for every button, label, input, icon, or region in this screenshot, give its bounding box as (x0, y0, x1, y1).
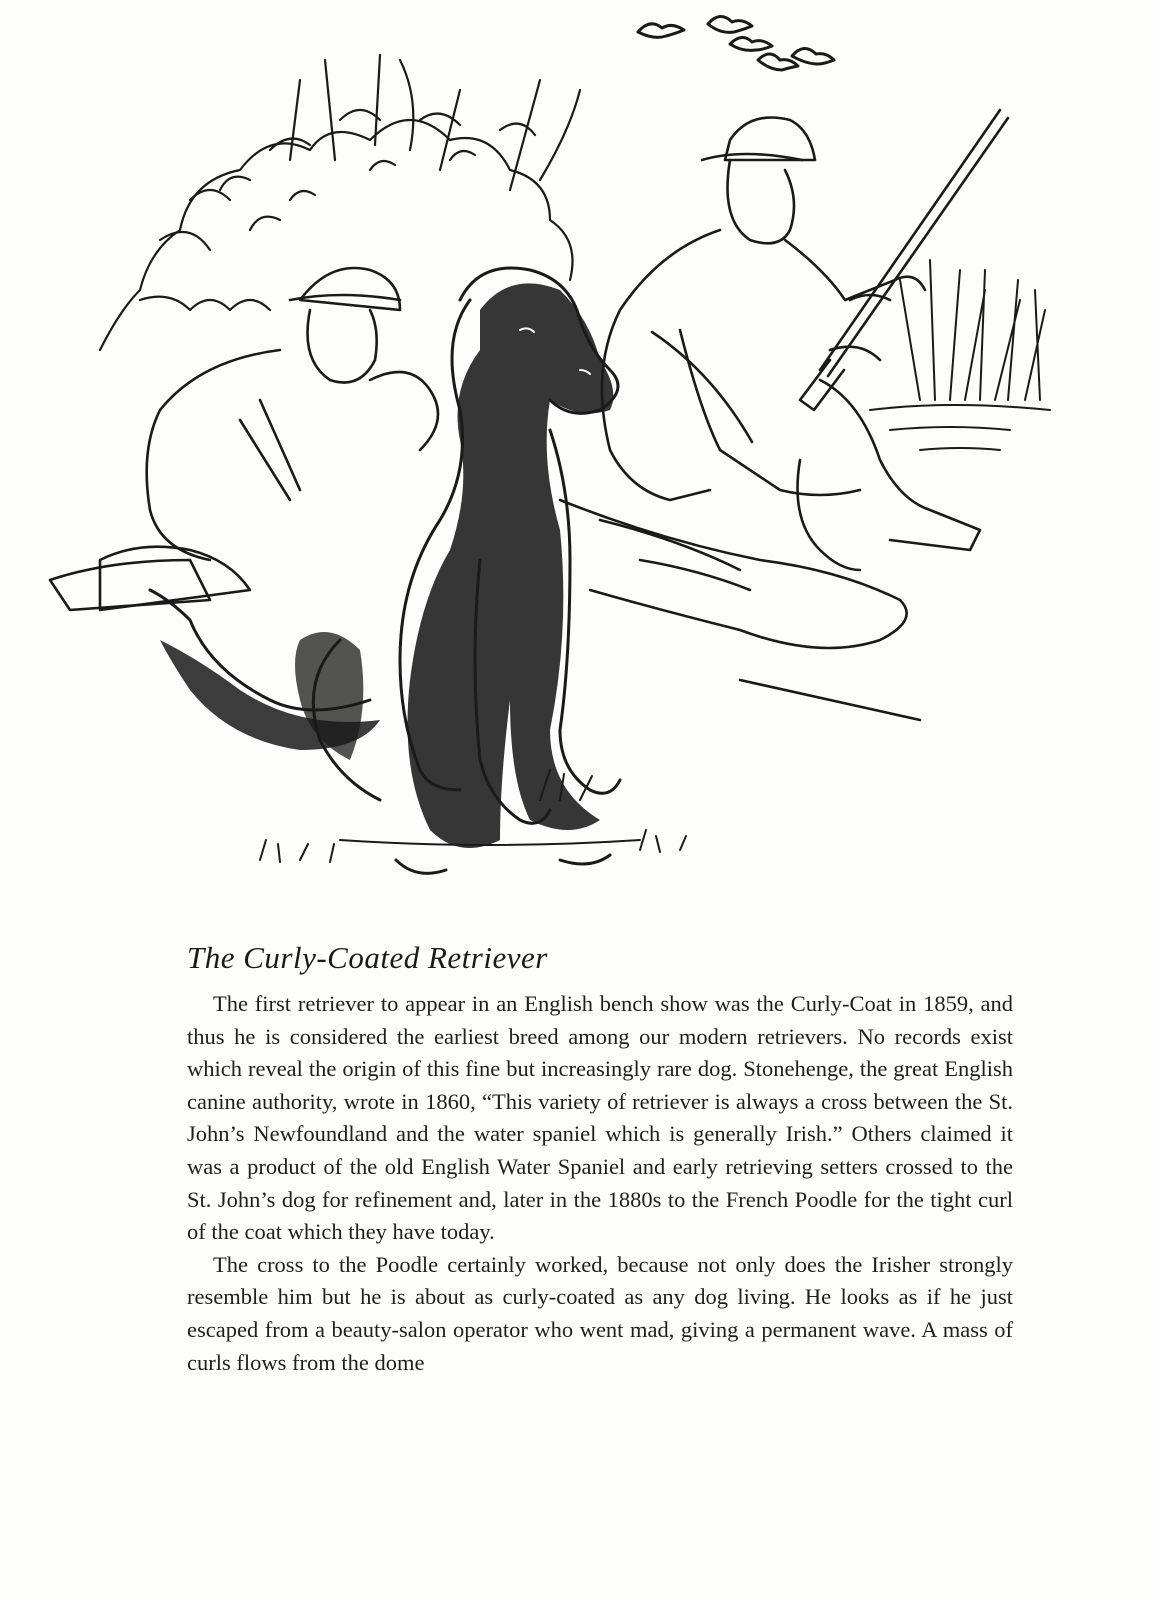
illustration-drawing (40, 0, 1080, 910)
article (187, 940, 1013, 1379)
article-title: The Curly-Coated Retriever (187, 940, 548, 975)
article-paragraph-1: The first retriever to appear in an English bench show was the Curly-Coat in 1859, and thus he is considered the earliest breed among our modern retrievers. No records exist which reveal the origin of this fine but increasingly rare dog. Stonehenge, the great English canine authority, wrote in 1860, “This variety of retriever is always a cross between the St. John’s Newfoundland and the water spaniel which is generally Irish.” Others claimed it was a product of the old English Water Spaniel and early retrieving setters crossed to the St. John’s dog for refinement and, later in the 1880s to the French Poodle for the tight curl of the coat which they have today. (187, 991, 1013, 1245)
retriever-hunting-illustration (40, 0, 1080, 910)
marsh-reeds (870, 260, 1050, 450)
flying-ducks (638, 16, 834, 70)
article-paragraph-2: The cross to the Poodle certainly worked, because not only does the Irisher strongly resemble him but he is about as curly-coated as any dog living. He looks as if he just escaped from a beauty-salon operator who went mad, giving a permanent wave. A mass of curls flows from the dome (187, 1251, 1013, 1375)
hunter-with-shotgun (602, 110, 1008, 570)
